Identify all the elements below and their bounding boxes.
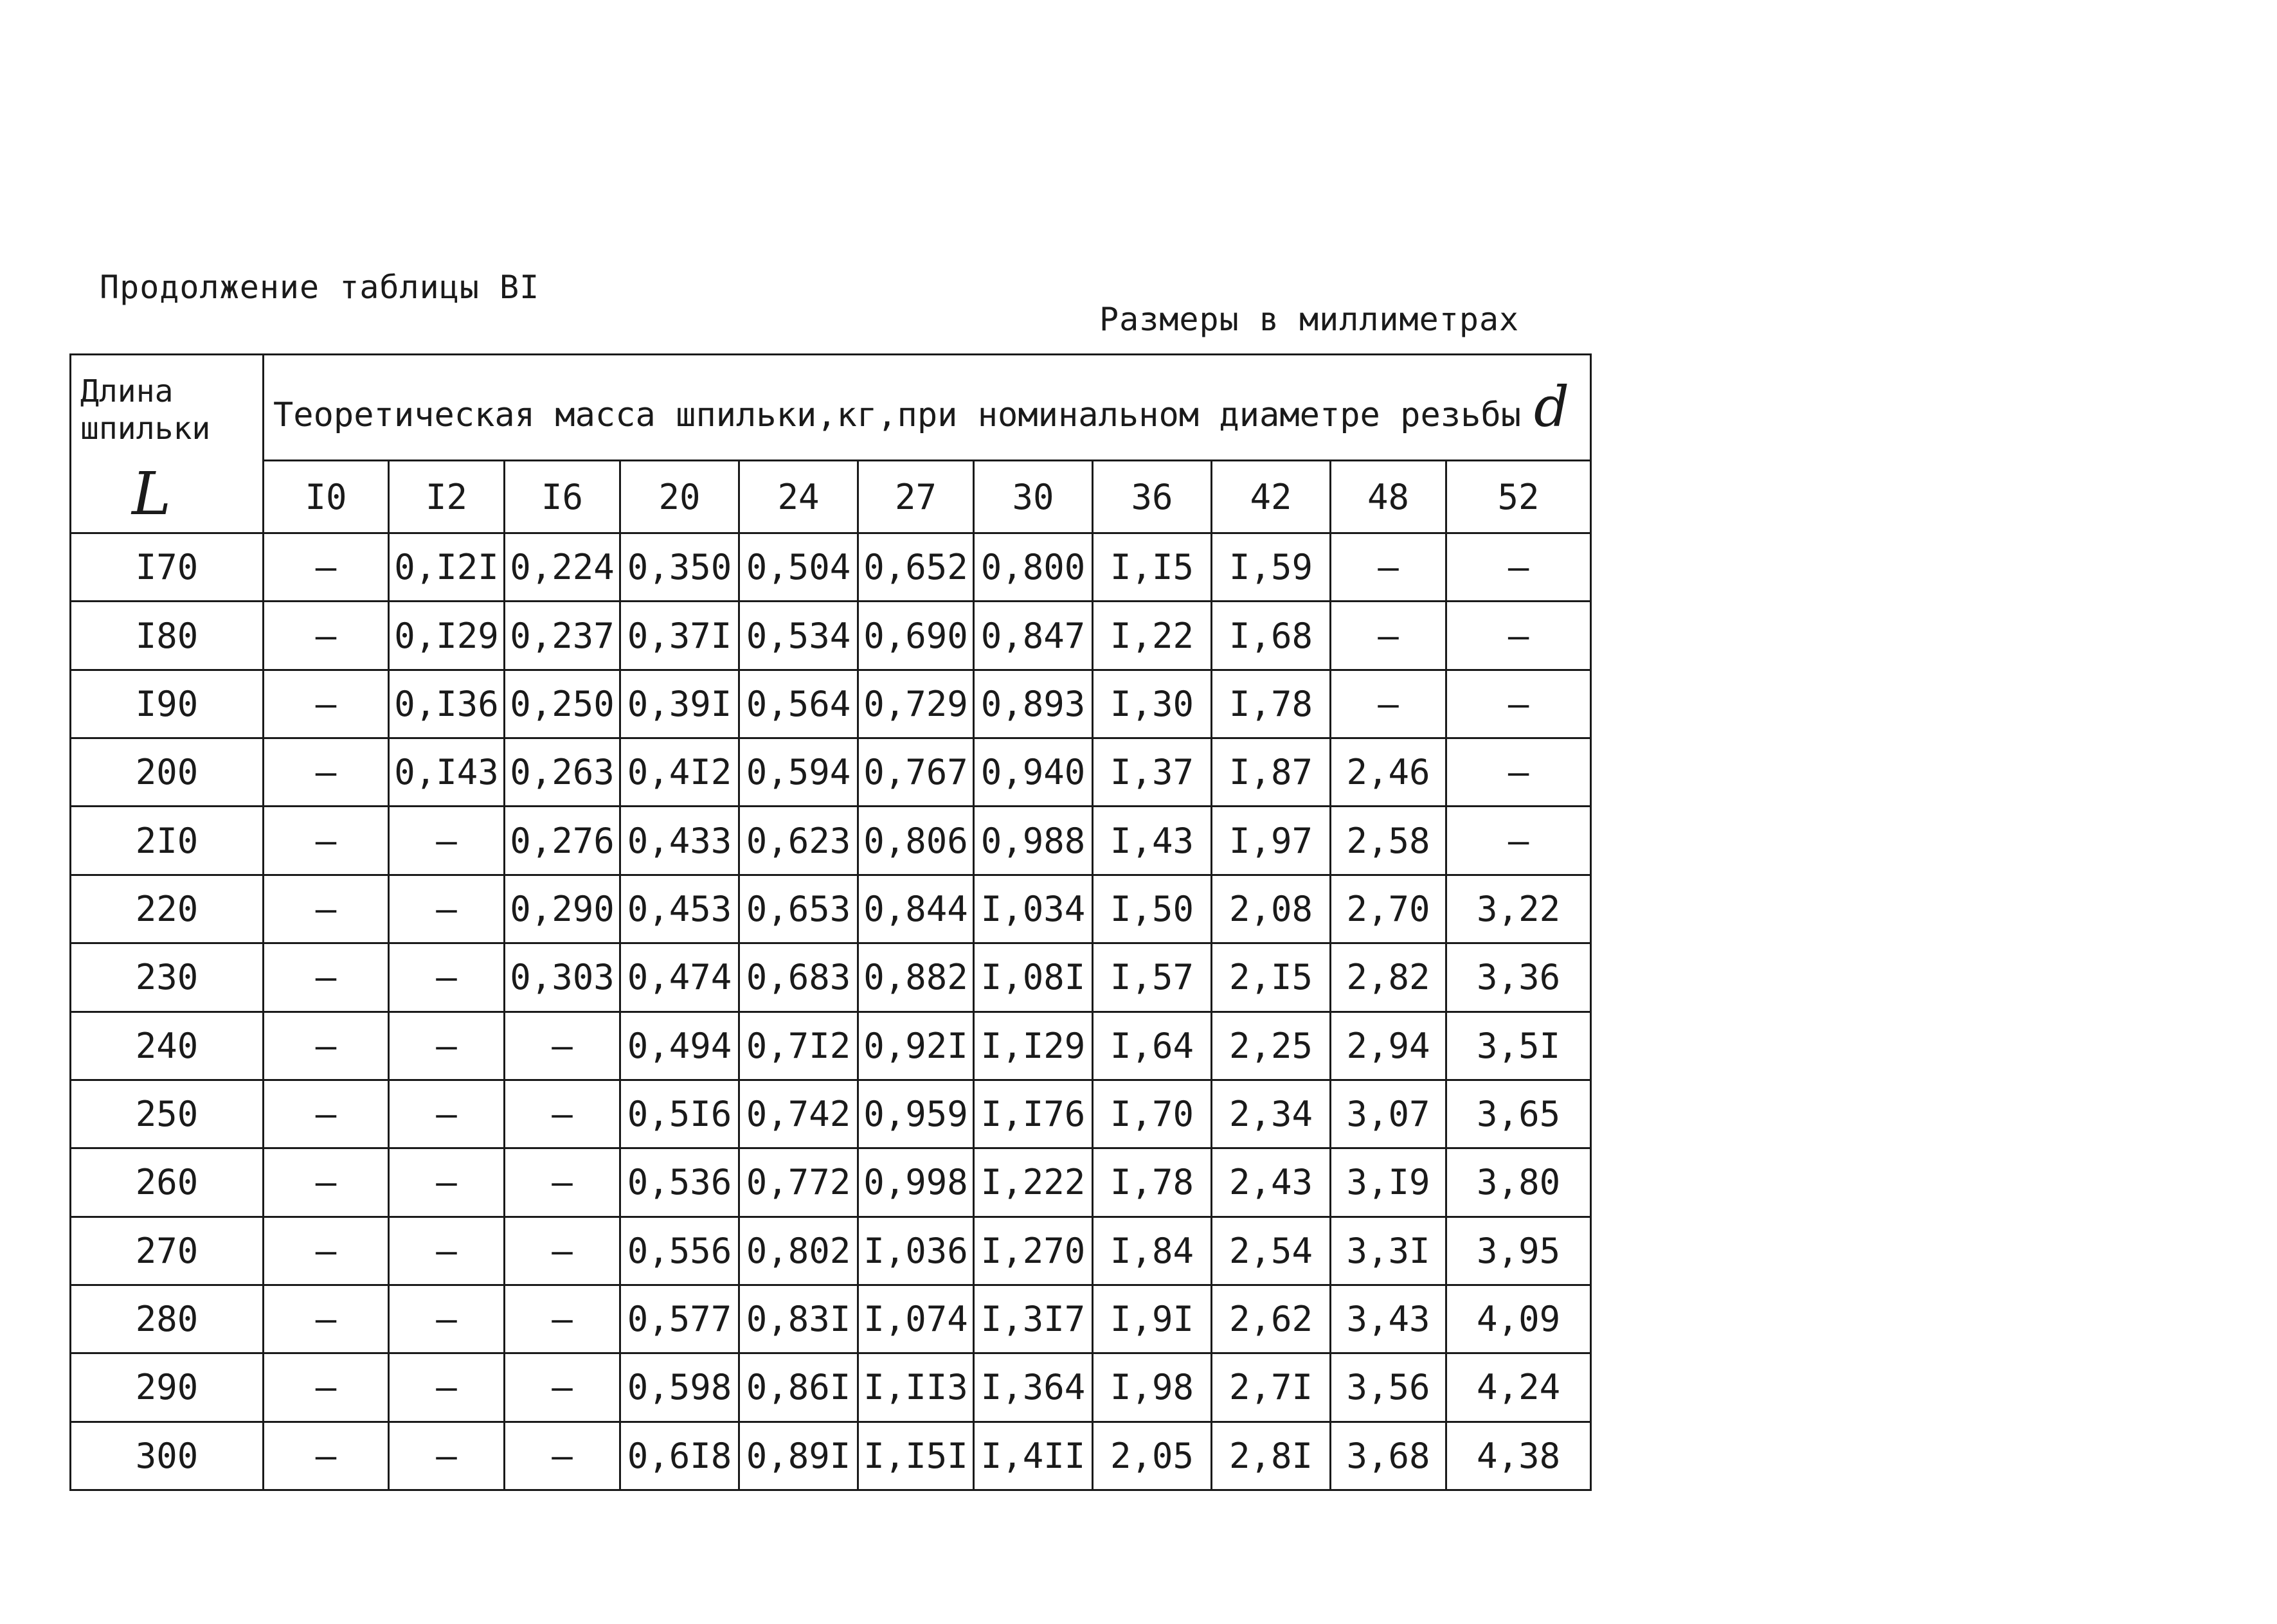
diameter-header-cell: 24	[739, 461, 858, 533]
mass-cell: 3,56	[1331, 1353, 1446, 1422]
mass-cell: 0,623	[739, 807, 858, 875]
length-cell: 230	[71, 943, 264, 1012]
mass-cell: 3,43	[1331, 1285, 1446, 1353]
diameter-header-cell: I6	[505, 461, 620, 533]
diameter-header-cell: I2	[389, 461, 505, 533]
mass-cell: –	[264, 943, 389, 1012]
mass-cell: –	[264, 738, 389, 807]
mass-cell: I,08I	[974, 943, 1093, 1012]
mass-cell: 0,536	[620, 1148, 739, 1217]
mass-cell: 3,68	[1331, 1422, 1446, 1490]
table-row	[71, 533, 1591, 602]
length-cell: I90	[71, 670, 264, 738]
mass-cell: 0,4I2	[620, 738, 739, 807]
mass-cell: I,97	[1212, 807, 1331, 875]
mass-cell: 3,5I	[1446, 1012, 1591, 1080]
mass-cell: 0,I2I	[389, 533, 505, 602]
length-cell: 2I0	[71, 807, 264, 875]
diameter-header-cell: 27	[858, 461, 974, 533]
mass-cell: I,270	[974, 1217, 1093, 1285]
mass-cell: 0,6I8	[620, 1422, 739, 1490]
mass-cell: 0,453	[620, 875, 739, 943]
mass-cell: 0,959	[858, 1080, 974, 1148]
mass-cell: 0,690	[858, 602, 974, 670]
mass-cell: 0,433	[620, 807, 739, 875]
mass-cell: –	[264, 1217, 389, 1285]
mass-cell: I,22	[1093, 602, 1212, 670]
length-column-header	[71, 355, 264, 533]
mass-cell: I,84	[1093, 1217, 1212, 1285]
length-cell: 300	[71, 1422, 264, 1490]
mass-cell: 0,800	[974, 533, 1093, 602]
mass-caption: Теоретическая масса шпильки,кг,при номинальном диаметре резьбы	[273, 396, 1522, 435]
mass-cell: 2,25	[1212, 1012, 1331, 1080]
mass-cell: –	[264, 1012, 389, 1080]
table-row	[71, 738, 1591, 807]
mass-cell: 3,07	[1331, 1080, 1446, 1148]
mass-cell: I,78	[1212, 670, 1331, 738]
mass-cell: 0,998	[858, 1148, 974, 1217]
mass-cell: 3,95	[1446, 1217, 1591, 1285]
table-row	[71, 670, 1591, 738]
mass-cell: I,30	[1093, 670, 1212, 738]
stud-mass-table	[69, 353, 1592, 1491]
mass-cell: 4,24	[1446, 1353, 1591, 1422]
mass-cell: I,64	[1093, 1012, 1212, 1080]
table-row	[71, 1285, 1591, 1353]
mass-cell: 0,988	[974, 807, 1093, 875]
mass-cell: 2,94	[1331, 1012, 1446, 1080]
mass-cell: –	[505, 1353, 620, 1422]
mass-cell: 0,276	[505, 807, 620, 875]
mass-cell: –	[389, 875, 505, 943]
mass-cell: 2,58	[1331, 807, 1446, 875]
mass-cell: 0,39I	[620, 670, 739, 738]
mass-cell: 0,940	[974, 738, 1093, 807]
mass-cell: 0,I29	[389, 602, 505, 670]
mass-cell: 0,290	[505, 875, 620, 943]
mass-cell: I,036	[858, 1217, 974, 1285]
table-row	[71, 1353, 1591, 1422]
mass-cell: 0,729	[858, 670, 974, 738]
mass-cell: I,I5I	[858, 1422, 974, 1490]
mass-cell: –	[389, 807, 505, 875]
mass-cell: 0,806	[858, 807, 974, 875]
mass-cell: 3,65	[1446, 1080, 1591, 1148]
length-cell: I70	[71, 533, 264, 602]
length-cell: 260	[71, 1148, 264, 1217]
mass-cell: I,3I7	[974, 1285, 1093, 1353]
mass-cell: 3,3I	[1331, 1217, 1446, 1285]
diameter-header-cell: 48	[1331, 461, 1446, 533]
diameter-header-cell: 30	[974, 461, 1093, 533]
table-row	[71, 875, 1591, 943]
mass-cell: –	[1331, 670, 1446, 738]
length-cell: 250	[71, 1080, 264, 1148]
mass-cell: 0,303	[505, 943, 620, 1012]
mass-cell: –	[505, 1148, 620, 1217]
mass-cell: –	[264, 1080, 389, 1148]
mass-cell: 2,8I	[1212, 1422, 1331, 1490]
mass-cell: –	[264, 670, 389, 738]
mass-cell: 0,250	[505, 670, 620, 738]
diameter-header-cell: 36	[1093, 461, 1212, 533]
mass-cell: 3,36	[1446, 943, 1591, 1012]
diameter-header-cell: 42	[1212, 461, 1331, 533]
table-row	[71, 1080, 1591, 1148]
mass-cell: 0,I36	[389, 670, 505, 738]
length-cell: 200	[71, 738, 264, 807]
mass-cell: 0,564	[739, 670, 858, 738]
mass-cell: I,43	[1093, 807, 1212, 875]
mass-cell: 0,594	[739, 738, 858, 807]
length-cell: 240	[71, 1012, 264, 1080]
mass-cell: 2,34	[1212, 1080, 1331, 1148]
mass-cell: –	[1331, 602, 1446, 670]
mass-cell: –	[264, 1285, 389, 1353]
mass-cell: –	[1446, 602, 1591, 670]
mass-cell: –	[1446, 670, 1591, 738]
length-cell: 290	[71, 1353, 264, 1422]
mass-cell: 2,54	[1212, 1217, 1331, 1285]
length-header-label: Длина шпильки	[80, 373, 211, 447]
table-row	[71, 1217, 1591, 1285]
mass-cell: 0,83I	[739, 1285, 858, 1353]
mass-cell: 0,86I	[739, 1353, 858, 1422]
mass-cell: 0,350	[620, 533, 739, 602]
mass-cell: 2,43	[1212, 1148, 1331, 1217]
diameter-header-cell: 52	[1446, 461, 1591, 533]
mass-cell: I,57	[1093, 943, 1212, 1012]
header-row-caption	[71, 355, 1591, 461]
length-cell: I80	[71, 602, 264, 670]
mass-cell: 0,5I6	[620, 1080, 739, 1148]
mass-cell: I,074	[858, 1285, 974, 1353]
mass-cell: 0,474	[620, 943, 739, 1012]
mass-cell: 0,742	[739, 1080, 858, 1148]
mass-cell: 0,494	[620, 1012, 739, 1080]
mass-cell: 4,09	[1446, 1285, 1591, 1353]
mass-cell: 0,224	[505, 533, 620, 602]
mass-cell: I,78	[1093, 1148, 1212, 1217]
mass-cell: –	[264, 807, 389, 875]
mass-caption-cell	[264, 355, 1591, 461]
mass-cell: 0,89I	[739, 1422, 858, 1490]
mass-cell: I,4II	[974, 1422, 1093, 1490]
mass-cell: I,59	[1212, 533, 1331, 602]
mass-cell: 2,7I	[1212, 1353, 1331, 1422]
mass-cell: –	[1331, 533, 1446, 602]
mass-cell: I,364	[974, 1353, 1093, 1422]
table-continuation-title: Продолжение таблицы BI	[100, 269, 540, 306]
diameter-header-cell: 20	[620, 461, 739, 533]
mass-cell: 3,I9	[1331, 1148, 1446, 1217]
mass-cell: I,I5	[1093, 533, 1212, 602]
mass-cell: 0,577	[620, 1285, 739, 1353]
mass-cell: –	[264, 875, 389, 943]
mass-cell: –	[505, 1080, 620, 1148]
mass-cell: 0,893	[974, 670, 1093, 738]
mass-cell: 0,844	[858, 875, 974, 943]
mass-cell: –	[505, 1012, 620, 1080]
mass-cell: 0,37I	[620, 602, 739, 670]
mass-cell: 2,46	[1331, 738, 1446, 807]
mass-cell: 2,82	[1331, 943, 1446, 1012]
mass-cell: 0,683	[739, 943, 858, 1012]
mass-cell: –	[505, 1422, 620, 1490]
length-cell: 280	[71, 1285, 264, 1353]
mass-cell: –	[389, 1353, 505, 1422]
mass-cell: 0,847	[974, 602, 1093, 670]
units-note: Размеры в миллиметрах	[1099, 301, 1520, 338]
mass-cell: 3,80	[1446, 1148, 1591, 1217]
mass-cell: –	[264, 533, 389, 602]
mass-cell: 2,62	[1212, 1285, 1331, 1353]
mass-cell: I,I76	[974, 1080, 1093, 1148]
mass-cell: I,68	[1212, 602, 1331, 670]
mass-cell: –	[264, 1422, 389, 1490]
mass-cell: 0,767	[858, 738, 974, 807]
mass-cell: 0,652	[858, 533, 974, 602]
table-row	[71, 1148, 1591, 1217]
mass-cell: –	[505, 1285, 620, 1353]
mass-cell: 0,237	[505, 602, 620, 670]
mass-cell: I,I29	[974, 1012, 1093, 1080]
mass-cell: 4,38	[1446, 1422, 1591, 1490]
mass-cell: I,034	[974, 875, 1093, 943]
mass-cell: 0,653	[739, 875, 858, 943]
mass-cell: I,70	[1093, 1080, 1212, 1148]
diameter-header-cell: I0	[264, 461, 389, 533]
mass-cell: 0,92I	[858, 1012, 974, 1080]
mass-cell: –	[264, 1353, 389, 1422]
mass-cell: –	[1446, 738, 1591, 807]
length-symbol: L	[132, 460, 172, 529]
table-row	[71, 1422, 1591, 1490]
table-row	[71, 1012, 1591, 1080]
mass-cell: –	[1446, 533, 1591, 602]
mass-cell: 0,534	[739, 602, 858, 670]
mass-cell: –	[264, 1148, 389, 1217]
mass-cell: I,98	[1093, 1353, 1212, 1422]
mass-cell: I,87	[1212, 738, 1331, 807]
mass-cell: 0,556	[620, 1217, 739, 1285]
mass-cell: 2,70	[1331, 875, 1446, 943]
mass-cell: 2,05	[1093, 1422, 1212, 1490]
mass-cell: 0,504	[739, 533, 858, 602]
mass-cell: –	[505, 1217, 620, 1285]
mass-cell: –	[389, 1148, 505, 1217]
mass-cell: 0,7I2	[739, 1012, 858, 1080]
mass-cell: 0,772	[739, 1148, 858, 1217]
mass-cell: –	[389, 1285, 505, 1353]
table-row	[71, 807, 1591, 875]
length-cell: 220	[71, 875, 264, 943]
mass-cell: I,9I	[1093, 1285, 1212, 1353]
mass-cell: I,50	[1093, 875, 1212, 943]
mass-cell: –	[389, 1080, 505, 1148]
mass-cell: I,II3	[858, 1353, 974, 1422]
mass-cell: 0,I43	[389, 738, 505, 807]
mass-cell: –	[389, 1217, 505, 1285]
mass-cell: 3,22	[1446, 875, 1591, 943]
mass-cell: –	[264, 602, 389, 670]
diameter-symbol: d	[1534, 375, 1570, 440]
mass-cell: 2,I5	[1212, 943, 1331, 1012]
mass-cell: 2,08	[1212, 875, 1331, 943]
mass-cell: –	[389, 943, 505, 1012]
mass-cell: 0,882	[858, 943, 974, 1012]
mass-cell: –	[1446, 807, 1591, 875]
table-row	[71, 943, 1591, 1012]
header-row-diameters	[71, 461, 1591, 533]
mass-cell: 0,263	[505, 738, 620, 807]
mass-cell: I,222	[974, 1148, 1093, 1217]
mass-cell: 0,802	[739, 1217, 858, 1285]
length-cell: 270	[71, 1217, 264, 1285]
mass-cell: –	[389, 1422, 505, 1490]
mass-cell: 0,598	[620, 1353, 739, 1422]
mass-cell: –	[389, 1012, 505, 1080]
mass-cell: I,37	[1093, 738, 1212, 807]
table-row	[71, 602, 1591, 670]
